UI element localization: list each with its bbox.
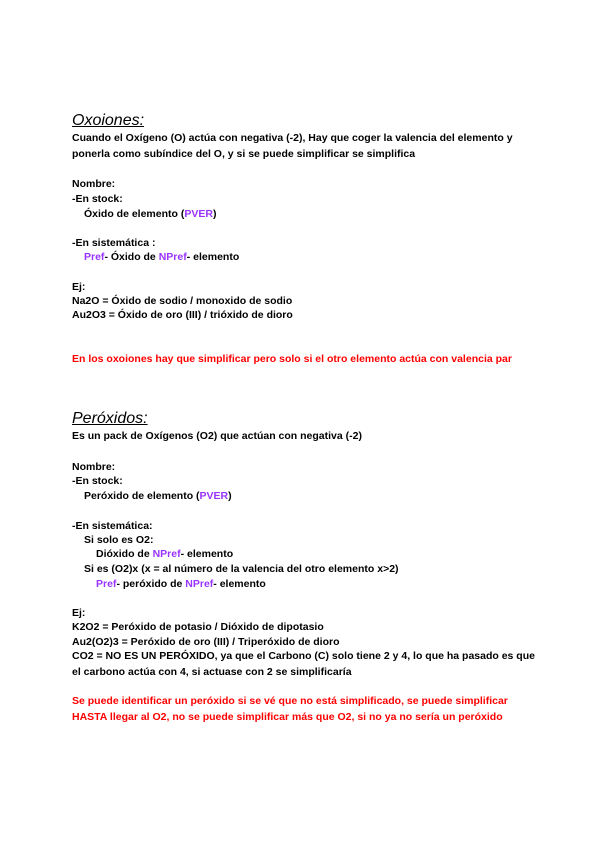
case2-end: - elemento xyxy=(213,578,266,590)
npref-term: NPref xyxy=(158,251,187,263)
peroxidos-stock-label: -En stock: xyxy=(72,475,123,487)
stock-text: Óxido de elemento ( xyxy=(84,208,185,220)
oxoiones-example-1: Na2O = Óxido de sodio / monoxido de sodio xyxy=(72,295,293,307)
stock-text: Peróxido de elemento ( xyxy=(84,490,200,502)
peroxidos-description: Es un pack de Oxígenos (O2) que actúan con negativa (-2) xyxy=(72,430,362,442)
peroxidos-case-1-formula xyxy=(72,546,566,562)
oxoiones-example-2: Au2O3 = Óxido de oro (III) / trióxido de dioro xyxy=(72,309,293,321)
case1-end: - elemento xyxy=(180,548,234,560)
oxoiones-stock-formula xyxy=(72,206,554,222)
oxoiones-sistematica-label: -En sistemática : xyxy=(72,237,156,249)
stock-close: ) xyxy=(212,208,217,220)
peroxidos-case-2: Si es (O2)x (x = al número de la valencia del otro elemento x>2) xyxy=(84,563,399,575)
peroxidos-ej-label: Ej: xyxy=(72,607,86,619)
peroxidos-nombre-label: Nombre: xyxy=(72,461,116,473)
case2-mid: - peróxido de xyxy=(116,578,186,590)
oxoiones-description: Cuando el Oxígeno (O) actúa con negativa (-2), Hay que coger la valencia del elemento y ponerla como subíndice del O, y si se puede simplificar se simplifica xyxy=(72,132,513,160)
peroxidos-case-2-formula xyxy=(72,576,566,592)
case1-text: Dióxido de xyxy=(96,548,153,560)
peroxidos-example-3: CO2 = NO ES UN PERÓXIDO, ya que el Carbono (C) solo tiene 2 y 4, lo que ha pasado es que el carbono actúa con 4, si actuase con 2 se simplificaría xyxy=(72,650,535,678)
oxoiones-heading: Oxoiones: xyxy=(72,112,145,129)
stock-close: ) xyxy=(228,490,232,502)
pref-term: Pref xyxy=(96,578,117,590)
oxoiones-ej-label: Ej: xyxy=(72,281,86,293)
npref-term: NPref xyxy=(185,578,214,590)
oxoiones-stock-label: -En stock: xyxy=(72,193,123,205)
oxoiones-nombre-label: Nombre: xyxy=(72,178,116,190)
peroxidos-example-2: Au2(O2)3 = Peróxido de oro (III) / Triperóxido de dioro xyxy=(72,636,340,648)
sist-mid: - Óxido de xyxy=(104,251,159,263)
oxoiones-note: En los oxoiones hay que simplificar pero solo si el otro elemento actúa con valencia par xyxy=(72,353,512,365)
peroxidos-note: Se puede identificar un peróxido si se vé que no está simplificado, se puede simplificar HASTA llegar al O2, no se puede simplificar más que O2, si no ya no sería un peróxido xyxy=(72,695,508,723)
peroxidos-case-1: Si solo es O2: xyxy=(84,534,154,546)
peroxidos-example-1: K2O2 = Peróxido de potasio / Dióxido de dipotasio xyxy=(72,621,324,633)
npref-term: NPref xyxy=(152,548,181,560)
oxoiones-sistematica-formula xyxy=(72,249,554,265)
pver-term: PVER xyxy=(199,490,229,502)
pver-term: PVER xyxy=(184,208,213,220)
peroxidos-stock-formula xyxy=(72,488,554,504)
pref-term: Pref xyxy=(84,251,105,263)
sist-end: - elemento xyxy=(186,251,240,263)
peroxidos-sistematica-label: -En sistemática: xyxy=(72,520,153,532)
peroxidos-heading: Peróxidos: xyxy=(72,410,148,427)
